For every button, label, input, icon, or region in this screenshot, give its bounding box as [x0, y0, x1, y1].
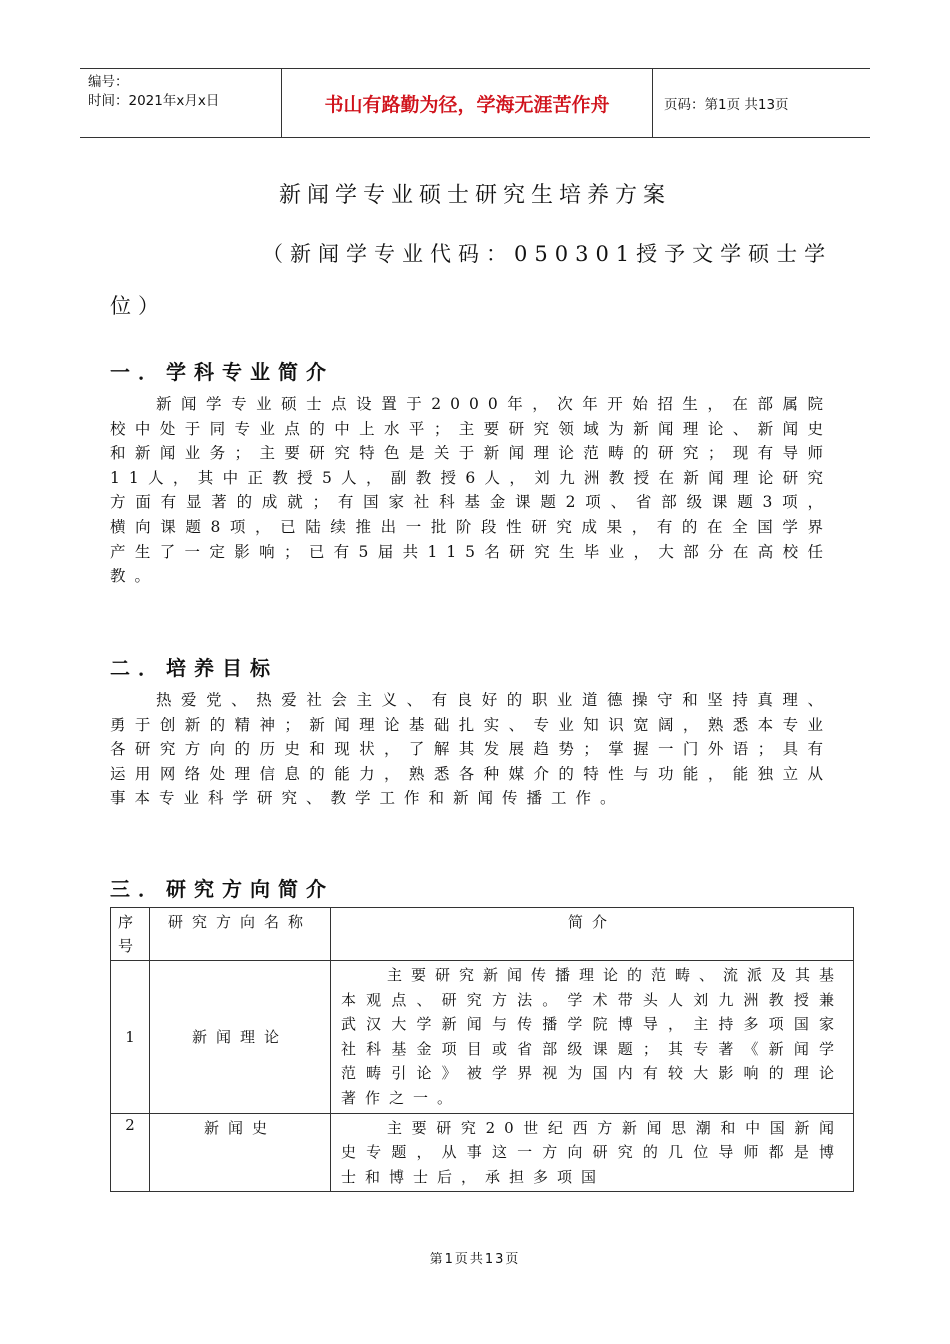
document-title: 新闻学专业硕士研究生培养方案: [278, 183, 671, 208]
document-time-label: 时间：2021年x月x日: [88, 93, 220, 109]
subtitle-line-1: （新闻学专业代码：050301授予文学硕士学: [262, 242, 833, 266]
table-header-row: [111, 908, 854, 961]
section-heading-1: 一．学科专业简介: [110, 360, 334, 384]
table-row: [111, 1113, 854, 1192]
row-direction-name: 新闻史: [150, 1113, 331, 1192]
research-directions-table: [110, 907, 854, 1192]
row-number: 2: [111, 1113, 150, 1192]
page-footer: 第1页共13页: [429, 1252, 521, 1267]
header-cell-number: 序号: [111, 908, 150, 961]
table-row: [111, 961, 854, 1114]
row-number: 1: [111, 961, 150, 1114]
header-cell-description: 简介: [331, 908, 854, 961]
section-heading-2: 二．培养目标: [110, 656, 278, 680]
row-direction-name: 新闻理论: [150, 961, 331, 1114]
header-page-info: 页码：第1页 共13页: [664, 97, 789, 113]
subtitle-line-2: 位）: [110, 294, 166, 318]
section-body-1: 新闻学专业硕士点设置于2000年，次年开始招生，在部属院校中处于同专业点的中上水平；主要研究领域为新闻理论、新闻史和新闻业务；主要研究特色是关于新闻理论范畴的研究；现有导师11人，其中正教授5人，副教授6人，刘九洲教授在新闻理论研究方面有显著的成就；有国家社科基金课题2项、省部级课题3项，横向课题8项，已陆续推出一批阶段性研究成果，有的在全国学界产生了一定影响；已有5届共115名研究生毕业，大部分在高校任教。: [110, 395, 832, 586]
page-header: [80, 68, 870, 138]
header-motto: 书山有路勤为径，学海无涯苦作舟: [281, 69, 653, 137]
row-description-text: 主要研究20世纪西方新闻思潮和中国新闻史专题，从事这一方向研究的几位导师都是博士和博士后，承担多项国: [341, 1118, 843, 1186]
section-heading-3: 三．研究方向简介: [110, 877, 334, 901]
document-subtitle: [110, 228, 840, 332]
document-number-label: 编号：: [88, 74, 129, 90]
row-description-text: 主要研究新闻传播理论的范畴、流派及其基本观点、研究方法。学术带头人刘九洲教授兼武汉大学新闻与传播学院博导，主持多项国家社科基金项目或省部级课题；其专著《新闻学范畴引论》被学界视为国内有较大影响的理论著作之一。: [341, 966, 844, 1107]
row-description: [331, 1113, 854, 1192]
header-cell-direction-name: 研究方向名称: [150, 908, 331, 961]
header-meta: [80, 69, 280, 137]
row-description: [331, 961, 854, 1114]
section-body-2: 热爱党、热爱社会主义、有良好的职业道德操守和坚持真理、勇于创新的精神；新闻理论基础扎实、专业知识宽阔，熟悉本专业各研究方向的历史和现状，了解其发展趋势；掌握一门外语；具有运用网络处理信息的能力，熟悉各种媒介的特性与功能，能独立从事本专业科学研究、教学工作和新闻传播工作。: [110, 691, 832, 808]
